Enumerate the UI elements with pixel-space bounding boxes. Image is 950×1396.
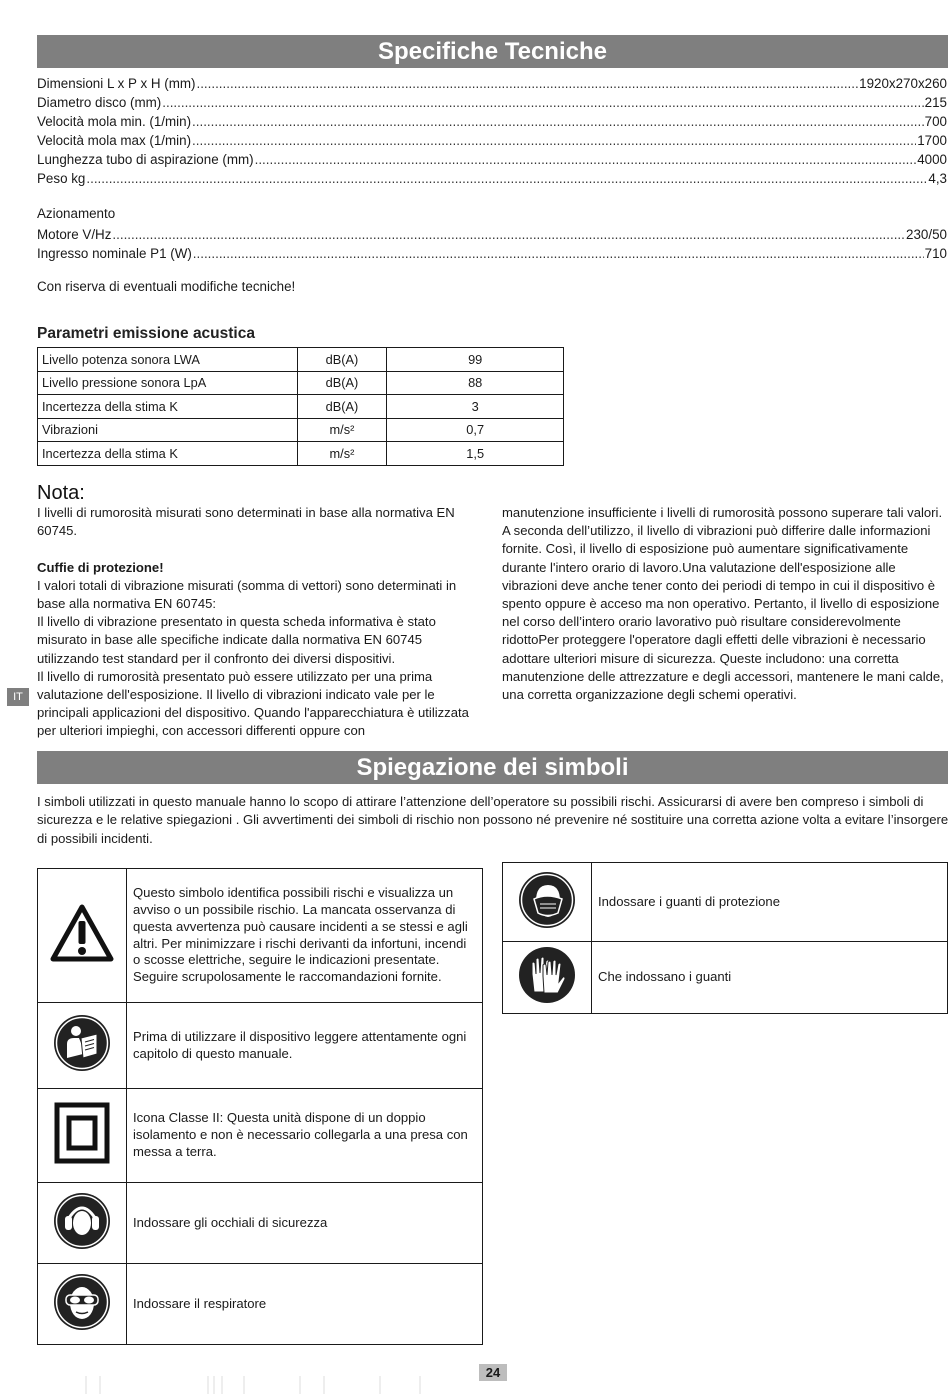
symbol-description: Indossare i guanti di protezione — [592, 863, 948, 942]
class-ii-insulation-icon — [38, 1089, 127, 1183]
symbol-description: Che indossano i guanti — [592, 942, 948, 1014]
spec-value: 1700 — [917, 133, 947, 148]
paragraph: Il livello di vibrazione presentato in questa scheda informativa è stato misurato in base alle specifiche indicate dalla normativa EN 60745 utilizzando test standard per il confronto dei diversi dispositivi. — [37, 614, 436, 666]
paragraph: I valori totali di vibrazione misurati (somma di vettori) sono determinati in base alla normativa EN 60745: — [37, 577, 457, 611]
table-cell: 99 — [387, 348, 564, 372]
spec-label: Dimensioni L x P x H (mm) — [37, 76, 196, 91]
safety-goggles-icon — [38, 1264, 127, 1345]
nota-left-column — [37, 504, 479, 741]
table-cell: Incertezza della stima K — [38, 395, 298, 419]
specs-title: Specifiche Tecniche — [37, 35, 948, 68]
spec-row — [37, 131, 947, 150]
spec-row — [37, 244, 947, 263]
ear-protection-icon — [38, 1183, 127, 1264]
table-cell: dB(A) — [297, 371, 387, 395]
spec-label: Motore V/Hz — [37, 227, 112, 242]
table-cell: 3 — [387, 395, 564, 419]
table-row — [38, 442, 564, 466]
spec-label: Diametro disco (mm) — [37, 95, 162, 110]
spec-label: Velocità mola min. (1/min) — [37, 114, 192, 129]
table-cell: dB(A) — [297, 348, 387, 372]
spec-row — [37, 150, 947, 169]
table-row — [38, 869, 483, 1003]
symbol-description: Prima di utilizzare il dispositivo leggere attentamente ogni capitolo di questo manuale. — [127, 1003, 483, 1089]
nota-right-column — [502, 504, 946, 704]
spec-value: 230/50 — [906, 227, 947, 242]
table-cell: dB(A) — [297, 395, 387, 419]
symbol-description: Questo simbolo identifica possibili rischi e visualizza un avviso o un possibile rischio. La mancata osservanza di questa avvertenza può causare incidenti a se stessi e agli altri. Per minimizzare i rischi derivanti da infortuni, incendi o scosse elettriche, seguire le indicazioni presentate. Seguire scrupolosamente le raccomandazioni fornite. — [127, 869, 483, 1003]
table-row — [38, 1264, 483, 1345]
table-row — [38, 371, 564, 395]
table-row — [38, 348, 564, 372]
reserve-note: Con riserva di eventuali modifiche tecniche! — [37, 279, 296, 294]
table-row — [38, 1089, 483, 1183]
spec-label: Lunghezza tubo di aspirazione (mm) — [37, 152, 254, 167]
nota-heading: Nota: — [37, 482, 85, 504]
symbols-title: Spiegazione dei simboli — [37, 751, 948, 784]
spec-value: 1920x270x260 — [859, 76, 947, 91]
table-row — [503, 942, 948, 1014]
spec-value: 4,3 — [928, 171, 947, 186]
table-cell: 1,5 — [387, 442, 564, 466]
spec-label: Peso kg — [37, 171, 86, 186]
spec-value: 710 — [924, 246, 947, 261]
acoustic-heading: Parametri emissione acustica — [37, 325, 255, 342]
table-row — [38, 418, 564, 442]
drive-list — [37, 225, 947, 263]
paragraph-bold: Cuffie di protezione! — [37, 559, 164, 575]
spec-row — [37, 225, 947, 244]
table-cell: Vibrazioni — [38, 418, 298, 442]
table-row — [38, 395, 564, 419]
table-cell: m/s² — [297, 418, 387, 442]
symbol-description: Indossare il respiratore — [127, 1264, 483, 1345]
symbol-description: Icona Classe II: Questa unità dispone di un doppio isolamento e non è necessario collegarla a una presa con messa a terra. — [127, 1089, 483, 1183]
symbol-description: Indossare gli occhiali di sicurezza — [127, 1183, 483, 1264]
spec-row — [37, 93, 947, 112]
drive-heading: Azionamento — [37, 206, 116, 221]
table-cell: 0,7 — [387, 418, 564, 442]
acoustic-table — [37, 347, 564, 466]
symbols-intro: I simboli utilizzati in questo manuale hanno lo scopo di attirare l’attenzione dell’operatore su possibili rischi. Assicurarsi di avere ben compreso i simboli di sicurezza e le relative spiegazioni . Gli avvertimenti dei simboli di rischio non possono né prevenire né sostituire una corretta azione volta a evitare l’insorgere di possibili incidenti. — [37, 794, 949, 846]
spec-label: Ingresso nominale P1 (W) — [37, 246, 192, 261]
table-row — [38, 1003, 483, 1089]
spec-value: 4000 — [917, 152, 947, 167]
paragraph: manutenzione insufficiente i livelli di rumorosità possono superare tali valori. A seconda dell’utilizzo, il livello di vibrazioni può differire dalle informazioni fornite. Così, il livello di esposizione può aumentare significativamente durante l'intero orario di lavoro.Una valutazione dell'esposizione alle vibrazioni deve anche tener conto dei periodi di tempo in cui il dispositivo è spento oppure è acceso ma non operativo. Pertanto, il livello di esposizione nel corso dell’intero orario lavorativo può risultare considerevolmente ridottoPer proteggere l'operatore dagli effetti delle vibrazioni è necessario adottare ulteriori misure di sicurezza. Queste includono: una corretta manutenzione delle attrezzature e degli accessori, mantenere le mani calde, una corretta organizzazione degli schemi operativi. — [502, 505, 944, 703]
table-cell: 88 — [387, 371, 564, 395]
spec-value: 700 — [924, 114, 947, 129]
warning-triangle-icon — [38, 869, 127, 1003]
symbols-table-right — [502, 862, 948, 1014]
spec-row — [37, 112, 947, 131]
table-cell: Incertezza della stima K — [38, 442, 298, 466]
read-manual-icon — [38, 1003, 127, 1089]
respirator-mask-icon — [503, 863, 592, 942]
table-cell: Livello pressione sonora LpA — [38, 371, 298, 395]
spec-row — [37, 74, 947, 93]
table-row — [503, 863, 948, 942]
spec-label: Velocità mola max (1/min) — [37, 133, 192, 148]
table-row — [38, 1183, 483, 1264]
gloves-icon — [503, 942, 592, 1014]
paragraph: I livelli di rumorosità misurati sono determinati in base alla normativa EN 60745. — [37, 505, 455, 539]
spec-list — [37, 74, 947, 188]
spec-value: 215 — [924, 95, 947, 110]
table-cell: Livello potenza sonora LWA — [38, 348, 298, 372]
paragraph: Il livello di rumorosità presentato può essere utilizzato per una prima valutazione dell'esposizione. Il livello di vibrazioni indicato vale per le principali applicazioni del dispositivo. Quando l'apparecchiatura è utilizzata per ulteriori impieghi, con accessori differenti oppure con — [37, 668, 469, 739]
language-tab: IT — [7, 688, 29, 706]
symbols-table-left — [37, 868, 483, 1345]
print-registration-marks — [80, 1374, 480, 1394]
table-cell: m/s² — [297, 442, 387, 466]
spec-row — [37, 169, 947, 188]
page-number: 24 — [479, 1364, 507, 1381]
